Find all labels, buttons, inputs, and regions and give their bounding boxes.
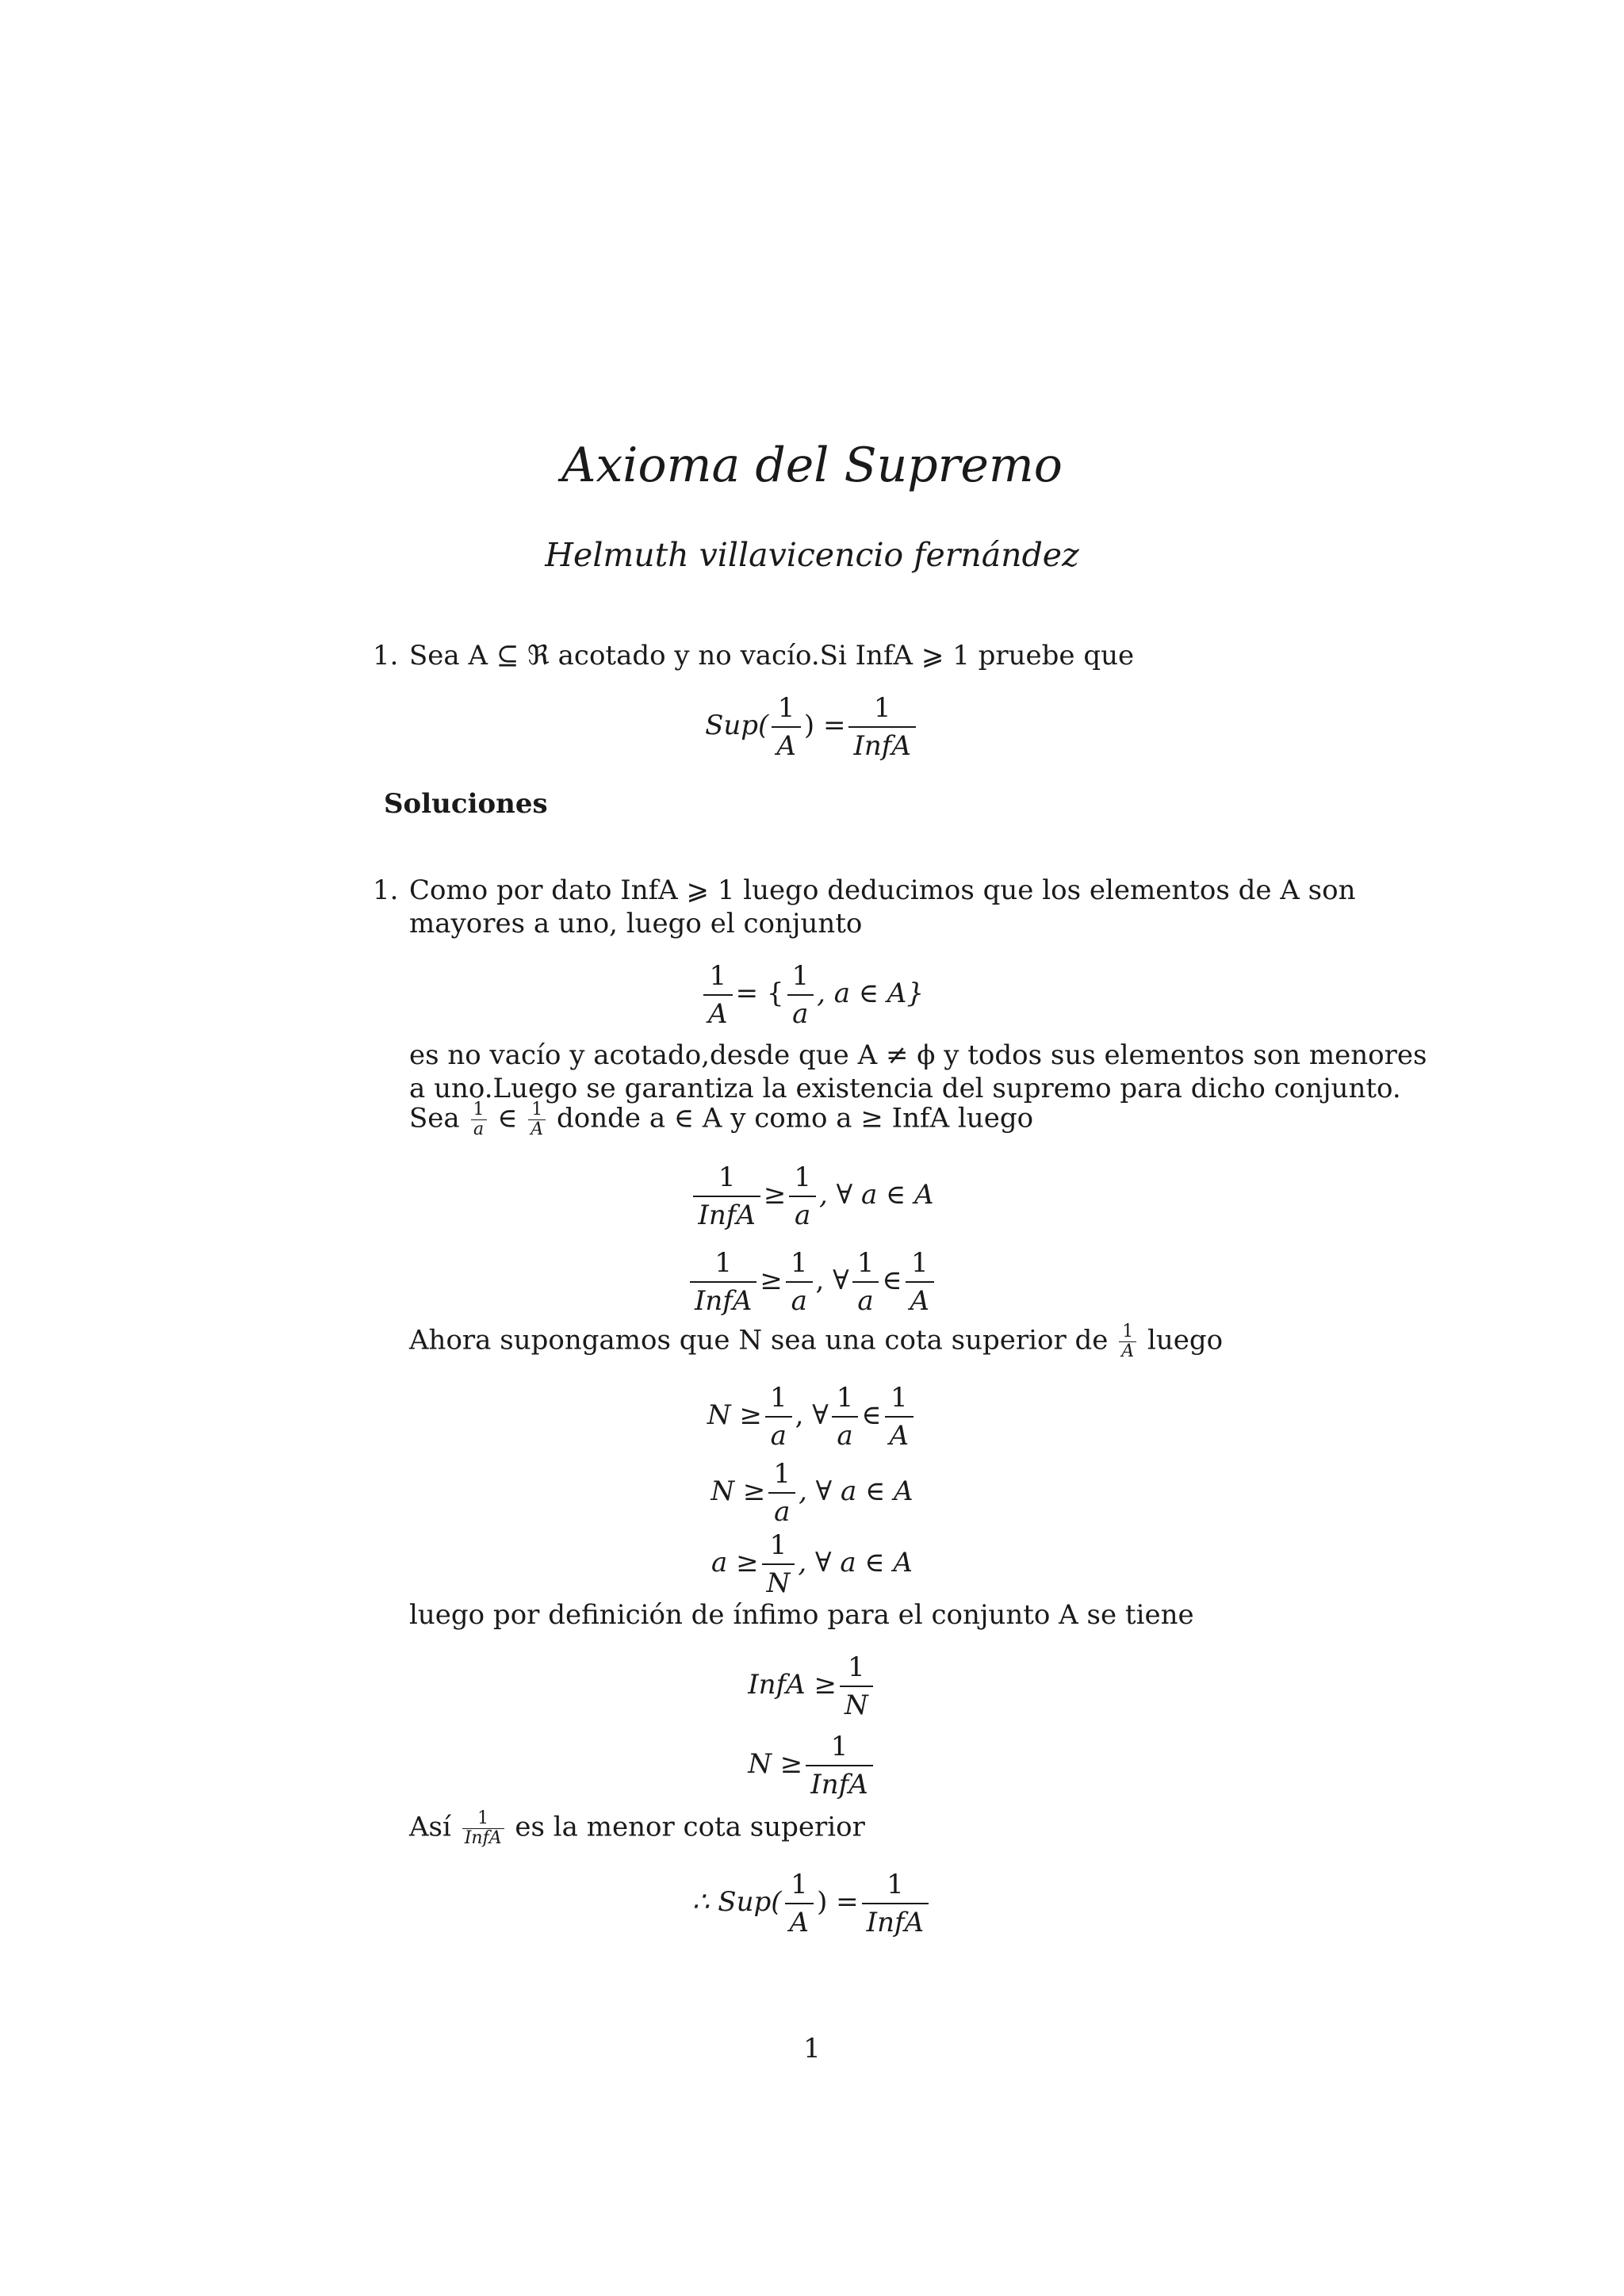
solution-text: Como por dato InfA ⩾ 1 luego deducimos que los elementos de A son — [409, 874, 1356, 906]
solution-text-inline: Así 1 InfA es la menor cota superior — [409, 1808, 865, 1848]
document-title: Axioma del Supremo — [561, 438, 1063, 493]
solution-text: luego por definición de ínfimo para el conjunto A se tiene — [409, 1599, 1194, 1631]
solutions-heading: Soluciones — [384, 788, 548, 820]
document-author: Helmuth villavicencio fernández — [545, 536, 1079, 574]
equation-3: N ≥ $\frac{1}{a}$ , ∀ $\frac{1}{a}$ ∈ $\frac{1}{A}$ — [0, 1380, 1624, 1454]
eq-text: Sup( — [705, 710, 769, 741]
solution-text: a uno.Luego se garantiza la existencia del supremo para dicho conjunto. — [409, 1073, 1401, 1104]
fraction: $\frac{1}{A}$ — [772, 690, 801, 764]
eq-text: ) = — [803, 710, 846, 741]
equation-2: $\frac{1}{\text{InfA}}$ ≥ $\frac{1}{a}$ , ∀ $\frac{1}{a}$ ∈ $\frac{1}{A}$ — [0, 1245, 1624, 1319]
equation-5: a ≥ $\frac{1}{N}$ , ∀ a ∈ A — [0, 1527, 1624, 1601]
equation-8: ∴ Sup( $\frac{1}{A}$ ) = $\frac{1}{\text{InfA}}$ — [0, 1866, 1624, 1941]
equation-set: $\frac{1}{A}$ = { $\frac{1}{a}$ , a ∈ A} — [0, 958, 1624, 1032]
problem-equation — [0, 690, 1624, 764]
solution-text-inline: Ahora supongamos que N sea una cota superior de $\frac{1}{A}$ luego — [409, 1322, 1224, 1361]
solution-text: mayores a uno, luego el conjunto — [409, 908, 863, 939]
problem-number: 1. — [373, 640, 399, 672]
page-number: 1 — [803, 2033, 821, 2064]
fraction: $\frac{1}{\text{InfA}}$ — [848, 690, 915, 764]
solution-text: es no vacío y acotado,desde que A ≠ ϕ y todos sus elementos son menores — [409, 1039, 1427, 1071]
problem-statement: Sea A ⊆ ℜ acotado y no vacío.Si InfA ⩾ 1 pruebe que — [409, 640, 1135, 672]
solution-number: 1. — [373, 874, 399, 906]
equation-7: N ≥ $\frac{1}{\text{InfA}}$ — [0, 1728, 1624, 1803]
solution-text-inline: Sea $\frac{1}{a}$ ∈ $\frac{1}{A}$ donde a ∈ A y como a ≥ InfA luego — [409, 1100, 1034, 1139]
equation-6: InfA ≥ $\frac{1}{N}$ — [0, 1649, 1624, 1724]
equation-1: $\frac{1}{\text{InfA}}$ ≥ $\frac{1}{a}$ , ∀ a ∈ A — [0, 1159, 1624, 1234]
equation-4: N ≥ $\frac{1}{a}$ , ∀ a ∈ A — [0, 1456, 1624, 1530]
